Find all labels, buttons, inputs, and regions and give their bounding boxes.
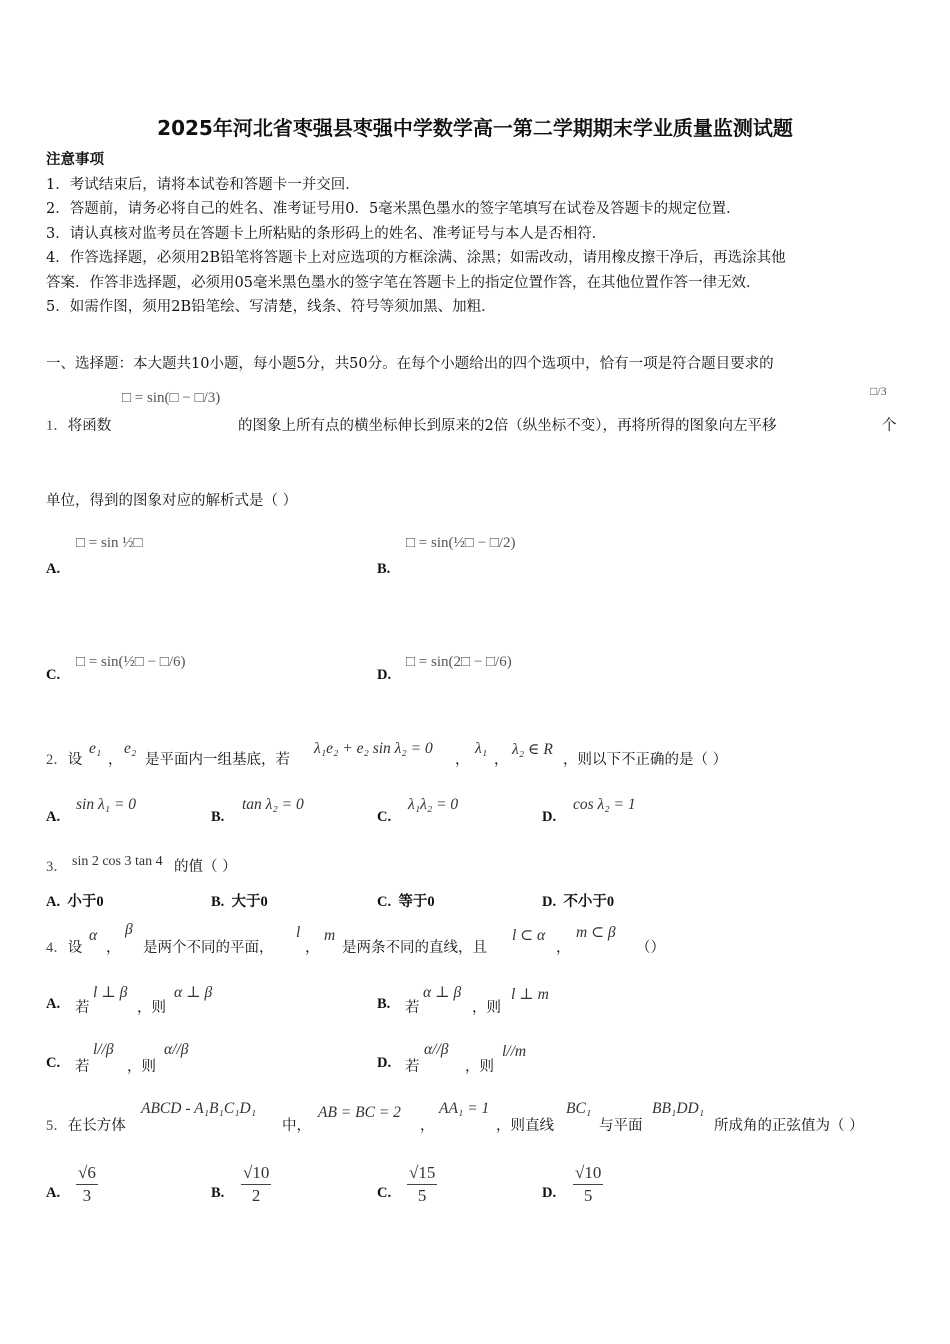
q4-cond-1: l ⊂ α (512, 927, 546, 944)
q4-l: l (296, 924, 301, 941)
q4-comma-3: ， (556, 940, 571, 956)
q2-option-c-label: C. (377, 809, 392, 825)
q5-text-4: 与平面 (599, 1118, 643, 1134)
q1-shift: □/3 (870, 384, 887, 398)
q5-line (46, 1114, 126, 1135)
q4-text-4: （） (636, 940, 665, 956)
q3-number: 3． (46, 859, 68, 875)
q5-option-c-label: C. (377, 1185, 392, 1201)
q4-option-c-conclusion: α//β (164, 1041, 189, 1058)
q4-option-b-premise: α ⊥ β (423, 984, 462, 1001)
q3-option-b-text: 大于0 (231, 894, 268, 910)
q2-option-c-formula: λ₁λ₂ = 0 (408, 796, 459, 813)
q2-text-1: 设 (67, 752, 83, 768)
q3-option-d-text: 不小于0 (563, 894, 615, 910)
q5-option-c-fraction (407, 1162, 437, 1207)
q2-condition: λ₁e₂ + e₂ sin λ₂ = 0 (314, 740, 433, 757)
notice-heading: 注意事项 (46, 151, 104, 168)
q4-option-d-then: ，则 (465, 1059, 494, 1075)
q5-option-d-fraction (573, 1162, 603, 1207)
q4-comma-1: ， (106, 940, 121, 956)
q5-option-d-denominator: 5 (583, 1186, 593, 1205)
q2-e2: e₂ (124, 740, 137, 757)
q5-option-b-fraction (241, 1162, 271, 1207)
section-heading: 一、选择题：本大题共10小题，每小题5分，共50分。在每个小题给出的四个选项中，恰有一项是符合题目要求的 (46, 356, 774, 372)
q2-text-2: 是平面内一组基底，若 (145, 752, 290, 768)
q4-m: m (324, 927, 336, 944)
q2-comma-2: ， (455, 752, 470, 768)
q4-option-c-then: ，则 (127, 1059, 156, 1075)
q4-option-a-conclusion: α ⊥ β (174, 984, 213, 1001)
q4-option-d-if: 若 (405, 1059, 420, 1075)
q3-option-c (377, 890, 435, 911)
q5-option-c-numerator: √15 (407, 1162, 437, 1185)
notice-item: 5．如需作图，须用2B铅笔绘、写清楚，线条、符号等须加黑、加粗． (46, 299, 496, 315)
q2-option-d-label: D. (542, 809, 557, 825)
q4-option-d-label: D. (377, 1055, 392, 1071)
notice-item: 答案．作答非选择题，必须用05毫米黑色墨水的签字笔在答题卡上的指定位置作答，在其他位置作答一律无效． (46, 274, 761, 291)
q1-text-c: 个 (882, 418, 897, 434)
q5-option-a-fraction (76, 1162, 98, 1207)
q1-option-c-label: C. (46, 667, 61, 683)
q1-text-a: 将函数 (67, 418, 112, 434)
q5-option-c-denominator: 5 (417, 1186, 427, 1205)
q2-option-a-label: A. (46, 809, 61, 825)
q4-option-d-premise: α//β (424, 1041, 449, 1058)
notice-item: 4．作答选择题，必须用2B铅笔将答题卡上对应选项的方框涂满、涂黑；如需改动，请用橡皮擦干净后，再选涂其他 (46, 250, 786, 266)
q5-option-b-label: B. (211, 1185, 225, 1201)
notice-item: 2．答题前，请务必将自己的姓名、准考证号用0．5毫米黑色墨水的签字笔填写在试卷及答题卡的规定位置． (46, 201, 741, 217)
q4-line (46, 936, 82, 957)
q1-number: 1． (46, 418, 68, 434)
q1-option-b-formula: □ = sin(½□ − □/2) (406, 535, 516, 551)
q5-text-1: 在长方体 (67, 1118, 126, 1134)
q1-option-d-label: D. (377, 667, 392, 683)
q2-comma-3: ， (494, 752, 509, 768)
q2-e1: e₁ (89, 740, 102, 757)
q4-option-b-conclusion: l ⊥ m (511, 986, 549, 1003)
q4-beta: β (125, 921, 133, 938)
q4-alpha: α (89, 927, 98, 944)
q5-solid: ABCD - A₁B₁C₁D₁ (141, 1100, 257, 1117)
q5-option-d-label: D. (542, 1185, 557, 1201)
q1-option-a-formula: □ = sin ½□ (76, 535, 143, 551)
q1-text-d: 单位，得到的图象对应的解析式是（ ） (46, 493, 298, 509)
q1-text-b: 的图象上所有点的横坐标伸长到原来的2倍（纵坐标不变），再将所得的图象向左平移 (238, 418, 777, 434)
q4-option-c-if: 若 (75, 1059, 90, 1075)
q2-option-b-formula: tan λ₂ = 0 (242, 796, 304, 813)
q3-option-d-label: D. (542, 894, 557, 910)
q2-option-d-formula: cos λ₂ = 1 (573, 796, 636, 813)
q3-option-c-text: 等于0 (398, 894, 435, 910)
q4-text-2: 是两个不同的平面， (143, 940, 274, 956)
q2-number: 2． (46, 752, 68, 768)
q5-text-2: 中， (282, 1118, 311, 1134)
q5-option-a-numerator: √6 (76, 1162, 98, 1185)
q4-option-a-label: A. (46, 996, 61, 1012)
notice-block (46, 148, 786, 320)
q4-option-b-label: B. (377, 996, 391, 1012)
q5-condition-1: AB = BC = 2 (318, 1104, 401, 1121)
q1-option-d-formula: □ = sin(2□ − □/6) (406, 654, 512, 670)
q4-option-a-premise: l ⊥ β (93, 984, 128, 1001)
q5-option-a-label: A. (46, 1185, 61, 1201)
q4-option-b-if: 若 (405, 1000, 420, 1016)
q4-option-c-label: C. (46, 1055, 61, 1071)
q4-option-c-premise: l//β (93, 1041, 114, 1058)
q2-text-3: ，则以下不正确的是（ ） (563, 752, 728, 768)
q1-option-a-label: A. (46, 561, 61, 577)
page-title: 2025年河北省枣强县枣强中学数学高一第二学期期末学业质量监测试题 (157, 116, 793, 140)
q4-comma-2: ， (305, 940, 320, 956)
q4-option-b-then: ，则 (472, 1000, 501, 1016)
q5-comma: ， (420, 1118, 435, 1134)
q3-option-b-label: B. (211, 894, 225, 910)
q2-option-a-formula: sin λ₁ = 0 (76, 796, 137, 813)
q5-text-5: 所成角的正弦值为（ ） (714, 1118, 864, 1134)
q2-lambda2: λ₂ ∈ R (512, 741, 553, 758)
q5-option-b-denominator: 2 (251, 1186, 261, 1205)
q4-text-3: 是两条不同的直线，且 (342, 940, 487, 956)
q5-text-3: ，则直线 (496, 1118, 554, 1134)
notice-item: 1．考试结束后，请将本试卷和答题卡一并交回． (46, 176, 360, 193)
q5-plane: BB₁DD₁ (652, 1100, 705, 1117)
q4-option-d-conclusion: l//m (502, 1043, 527, 1060)
q2-lambda1: λ₁ (475, 740, 488, 757)
q3-option-d (542, 890, 614, 911)
q4-text-1: 设 (67, 940, 83, 956)
q5-option-d-numerator: √10 (573, 1162, 603, 1185)
q3-option-a-label: A. (46, 894, 61, 910)
q3-option-a-text: 小于0 (67, 894, 104, 910)
notice-item: 3．请认真核对监考员在答题卡上所粘贴的条形码上的姓名、准考证号与本人是否相符． (46, 225, 607, 242)
q5-line-bc1: BC₁ (566, 1100, 592, 1117)
q5-option-a-denominator: 3 (82, 1186, 92, 1205)
q1-formula: □ = sin(□ − □/3) (122, 390, 221, 406)
q5-option-b-numerator: √10 (241, 1162, 271, 1185)
q3-option-c-label: C. (377, 894, 392, 910)
q1-line (46, 414, 111, 435)
q4-option-a-then: ，则 (137, 1000, 166, 1016)
q1-option-b-label: B. (377, 561, 391, 577)
q3-formula: sin 2 cos 3 tan 4 (72, 854, 163, 869)
q4-cond-2: m ⊂ β (576, 924, 616, 941)
q3-text: 的值（ ） (174, 859, 237, 875)
q2-line (46, 748, 82, 769)
q1-option-c-formula: □ = sin(½□ − □/6) (76, 654, 186, 670)
q2-comma-1: ， (108, 752, 123, 768)
q3-option-a (46, 890, 104, 911)
q4-number: 4． (46, 940, 68, 956)
q4-option-a-if: 若 (75, 1000, 90, 1016)
q3-option-b (211, 890, 268, 911)
q5-condition-2: AA₁ = 1 (439, 1100, 490, 1117)
q2-option-b-label: B. (211, 809, 225, 825)
q5-number: 5． (46, 1118, 68, 1134)
